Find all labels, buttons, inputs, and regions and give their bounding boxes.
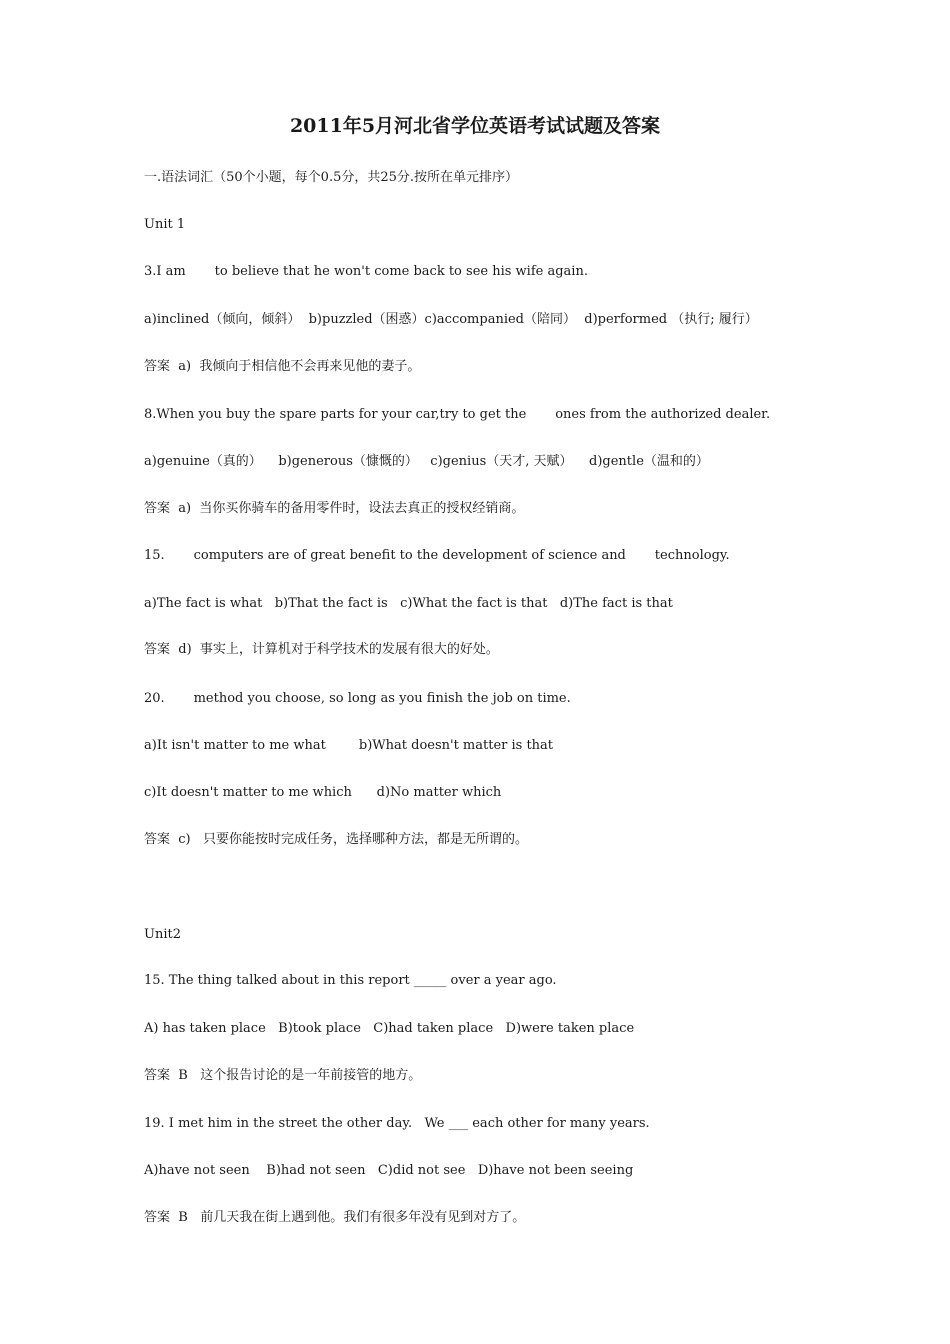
answer-explanation: 答案 a) 我倾向于相信他不会再来见他的妻子。 bbox=[144, 359, 421, 374]
answer-explanation: 答案 c) 只要你能按时完成任务，选择哪种方法，都是无所谓的。 bbox=[144, 832, 529, 847]
answer-options: a)The fact is what b)That the fact is c)What the fact is that d)The fact is that bbox=[144, 596, 673, 611]
unit-heading: Unit2 bbox=[144, 927, 181, 942]
answer-explanation: 答案 d) 事实上，计算机对于科学技术的发展有很大的好处。 bbox=[144, 642, 499, 657]
answer-options: a)genuine（真的） b)generous（慷慨的） c)genius（天才, 天赋） d)gentle（温和的） bbox=[144, 454, 709, 469]
question-text: 19. I met him in the street the other day. We ___ each other for many years. bbox=[144, 1116, 650, 1131]
question-text: 15. The thing talked about in this report _____ over a year ago. bbox=[144, 973, 557, 988]
answer-options: c)It doesn't matter to me which d)No matter which bbox=[144, 785, 502, 800]
question-text: 8.When you buy the spare parts for your car,try to get the ones from the authorized dealer. bbox=[144, 407, 771, 422]
answer-options: A) has taken place B)took place C)had taken place D)were taken place bbox=[144, 1021, 635, 1036]
section-heading: 一.语法词汇（50个小题，每个0.5分，共25分.按所在单元排序） bbox=[144, 170, 519, 185]
question-text: 3.I am to believe that he won't come back to see his wife again. bbox=[144, 264, 588, 279]
page-title: 2011年5月河北省学位英语考试试题及答案 bbox=[289, 115, 661, 137]
unit-heading: Unit 1 bbox=[144, 217, 186, 232]
answer-options: a)inclined（倾向，倾斜） b)puzzled（困惑）c)accompanied（陪同） d)performed （执行; 履行） bbox=[144, 312, 758, 327]
answer-explanation: 答案 a) 当你买你骑车的备用零件时，设法去真正的授权经销商。 bbox=[144, 501, 525, 516]
question-text: 20. method you choose, so long as you finish the job on time. bbox=[144, 691, 571, 706]
question-text: 15. computers are of great benefit to the development of science and technology. bbox=[144, 548, 730, 563]
answer-options: a)It isn't matter to me what b)What doesn't matter is that bbox=[144, 738, 554, 753]
answer-explanation: 答案 B 这个报告讨论的是一年前接管的地方。 bbox=[144, 1068, 422, 1083]
answer-options: A)have not seen B)had not seen C)did not see D)have not been seeing bbox=[144, 1163, 634, 1178]
answer-explanation: 答案 B 前几天我在街上遇到他。我们有很多年没有见到对方了。 bbox=[144, 1210, 526, 1225]
